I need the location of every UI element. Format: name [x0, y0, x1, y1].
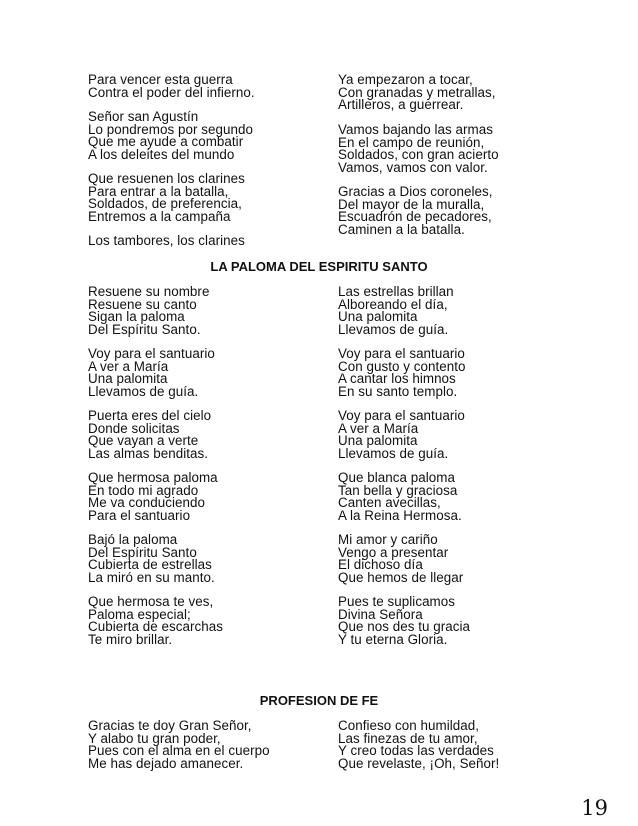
stanza: [88, 348, 328, 398]
verse-line: Ya empezaron a tocar,: [338, 72, 473, 87]
verse-line: Me va conduciendo: [88, 495, 205, 511]
stanza: [88, 596, 328, 646]
verse-line: Las estrellas brillan: [338, 284, 454, 299]
verse-line: Que blanca paloma: [338, 470, 455, 485]
verse-line: Resuene su canto: [88, 296, 197, 312]
stanza: [338, 720, 578, 770]
verse-line: Que hermosa paloma: [88, 470, 218, 485]
verse-line: La miró en su manto.: [88, 569, 215, 585]
verse-line: Cubierta de escarchas: [88, 619, 224, 635]
verse-line: Del Espíritu Santo.: [88, 321, 201, 337]
verse-line: En el campo de reunión,: [338, 134, 485, 150]
stanza: [338, 124, 578, 174]
stanza: [338, 74, 578, 112]
verse-line: Puerta eres del cielo: [88, 408, 212, 423]
verse-line: Cubierta de estrellas: [88, 557, 212, 573]
verse-line: Para entrar a la batalla,: [88, 183, 229, 199]
verse-line: Una palomita: [338, 433, 418, 449]
verse-line: Soldados, de preferencia,: [88, 196, 242, 212]
verse-line: Del Espíritu Santo: [88, 544, 197, 560]
stanza: [338, 348, 578, 398]
verse-line: Una palomita: [88, 371, 168, 387]
stanza: [338, 186, 578, 236]
verse-line: Me has dejado amanecer.: [88, 755, 244, 771]
verse-line: Llevamos de guía.: [338, 321, 449, 337]
verse-line: Soldados, con gran acierto: [338, 147, 499, 163]
verse-line: Paloma especial;: [88, 606, 191, 622]
verse-line: Entremos a la campaña: [88, 208, 231, 224]
verse-line: Resuene su nombre: [88, 284, 210, 299]
verse-line: Divina Señora: [338, 606, 423, 622]
verse-line: Sigan la paloma: [88, 309, 185, 325]
verse-line: Para vencer esta guerra: [88, 72, 233, 87]
section-title-la-paloma: LA PALOMA DEL ESPIRITU SANTO: [210, 259, 428, 274]
verse-line: Pues te suplicamos: [338, 594, 456, 609]
stanza: [338, 596, 578, 646]
verse-line: A ver a María: [88, 358, 169, 374]
stanza: [88, 534, 328, 584]
verse-line: A ver a María: [338, 420, 419, 436]
verse-line: Y tu eterna Gloria.: [338, 631, 448, 647]
verse-line: Para el santuario: [88, 507, 191, 523]
verse-line: El dichoso día: [338, 557, 423, 573]
stanza: [88, 74, 328, 99]
verse-line: Voy para el santuario: [338, 408, 465, 423]
verse-line: Artilleros, a guerrear.: [338, 97, 464, 113]
stanza: [338, 534, 578, 584]
verse-line: Los tambores, los clarines: [88, 233, 245, 248]
verse-line: Voy para el santuario: [338, 346, 465, 361]
stanza: [338, 410, 578, 460]
stanza: [338, 286, 578, 336]
verse-line: Escuadrón de pecadores,: [338, 209, 492, 225]
verse-line: Señor san Agustín: [88, 109, 199, 124]
verse-line: Te miro brillar.: [88, 631, 173, 647]
verse-line: Gracias te doy Gran Señor,: [88, 718, 252, 733]
verse-line: En todo mi agrado: [88, 482, 199, 498]
verse-line: Con granadas y metrallas,: [338, 84, 496, 100]
verse-line: A la Reina Hermosa.: [338, 507, 462, 523]
verse-line: A los deleites del mundo: [88, 146, 235, 162]
verse-line: Confieso con humildad,: [338, 718, 480, 733]
verse-line: Canten avecillas,: [338, 495, 441, 511]
verse-line: Llevamos de guía.: [88, 383, 199, 399]
verse-line: Que revelaste, ¡Oh, Señor!: [338, 755, 500, 771]
verse-line: Las almas benditas.: [88, 445, 209, 461]
stanza: [88, 472, 328, 522]
verse-line: Del mayor de la muralla,: [338, 196, 485, 212]
verse-line: Que hermosa te ves,: [88, 594, 214, 609]
stanza: [88, 235, 328, 248]
stanza: [88, 410, 328, 460]
verse-line: Gracias a Dios coroneles,: [338, 184, 493, 199]
verse-line: Bajó la paloma: [88, 532, 178, 547]
verse-line: Una palomita: [338, 309, 418, 325]
verse-line: Contra el poder del infierno.: [88, 84, 255, 100]
stanza: [88, 286, 328, 336]
section-title-profesion-de-fe: PROFESION DE FE: [259, 693, 379, 708]
stanza: [88, 111, 328, 161]
verse-line: Voy para el santuario: [88, 346, 215, 361]
verse-line: Alboreando el día,: [338, 296, 448, 312]
verse-line: Que resuenen los clarines: [88, 171, 245, 186]
verse-line: Que hemos de llegar: [338, 569, 464, 585]
verse-line: Llevamos de guía.: [338, 445, 449, 461]
verse-line: Vamos, vamos con valor.: [338, 159, 488, 175]
stanza: [88, 173, 328, 223]
stanza: [338, 472, 578, 522]
stanza: [88, 720, 328, 770]
verse-line: Pues con el alma en el cuerpo: [88, 743, 270, 759]
verse-line: Donde solicitas: [88, 420, 180, 436]
verse-line: Las finezas de tu amor,: [338, 730, 478, 746]
page-number: 19: [581, 796, 608, 820]
verse-line: Que nos des tu gracia: [338, 619, 471, 635]
verse-line: Y creo todas las verdades: [338, 743, 494, 759]
verse-line: Que vayan a verte: [88, 433, 199, 449]
verse-line: Y alabo tu gran poder,: [88, 730, 221, 746]
verse-line: A cantar los himnos: [338, 371, 456, 387]
verse-line: Mi amor y cariño: [338, 532, 438, 547]
verse-line: Caminen a la batalla.: [338, 221, 465, 237]
verse-line: Que me ayude a combatir: [88, 134, 244, 150]
verse-line: Vamos bajando las armas: [338, 122, 493, 137]
verse-line: En su santo templo.: [338, 383, 458, 399]
verse-line: Lo pondremos por segundo: [88, 121, 253, 137]
verse-line: Vengo a presentar: [338, 544, 449, 560]
verse-line: Con gusto y contento: [338, 358, 466, 374]
verse-line: Tan bella y graciosa: [338, 482, 458, 498]
